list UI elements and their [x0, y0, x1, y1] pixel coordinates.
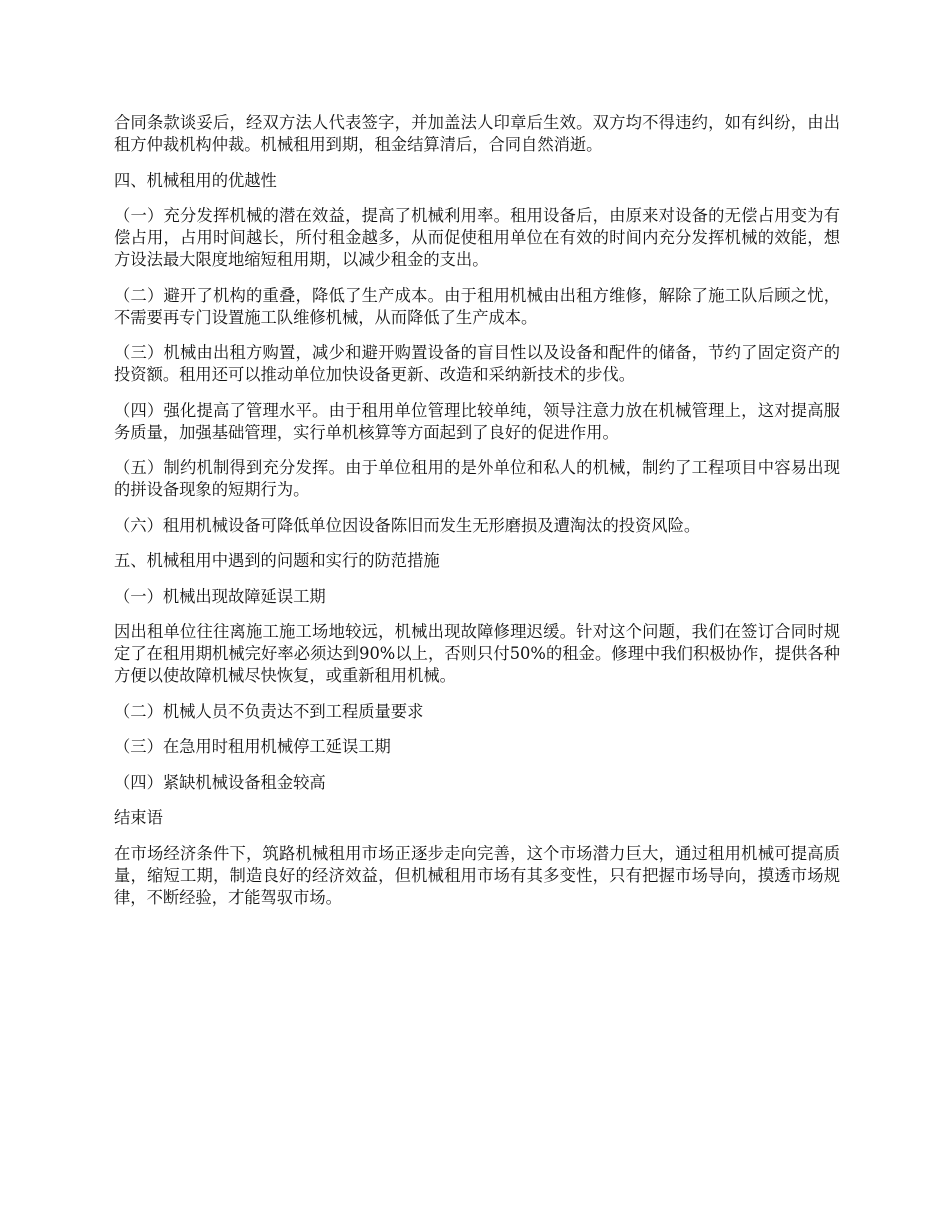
- subheading-problem-1: （一）机械出现故障延误工期: [114, 586, 326, 606]
- paragraph-problem-1-detail: 因出租单位往往离施工施工场地较远，机械出现故障修理迟缓。针对这个问题，我们在签订合同时规定了在租用期机械完好率必须达到90%以上，否则只付50%的租金。修理中我们积极协作，提供各种方便以使故障机械尽快恢复，或重新租用机械。: [114, 622, 840, 685]
- paragraph-conclusion: 在市场经济条件下，筑路机械租用市场正逐步走向完善，这个市场潜力巨大，通过租用机械可提高质量，缩短工期，制造良好的经济效益，但机械租用市场有其多变性，只有把握市场导向，摸透市场规律，不断经验，才能驾驭市场。: [114, 843, 840, 907]
- subheading-problem-3: （三）在急用时租用机械停工延误工期: [114, 737, 391, 756]
- heading-problems-measures: 五、机械租用中遇到的问题和实行的防范措施: [114, 551, 440, 570]
- subheading-problem-4: （四）紧缺机械设备租金较高: [114, 772, 326, 792]
- subheading-problem-2: （二）机械人员不负责达不到工程质量要求: [114, 701, 424, 721]
- heading-conclusion: 结束语: [114, 808, 163, 827]
- paragraph-advantage-3: （三）机械由出租方购置，减少和避开购置设备的盲目性以及设备和配件的储备，节约了固定资产的投资额。租用还可以推动单位加快设备更新、改造和采纳新技术的步伐。: [114, 343, 840, 384]
- paragraph-advantage-2: （二）避开了机构的重叠，降低了生产成本。由于租用机械由出租方维修，解除了施工队后顾之忧，不需要再专门设置施工队维修机械，从而降低了生产成本。: [114, 285, 840, 327]
- paragraph-advantage-5: （五）制约机制得到充分发挥。由于单位租用的是外单位和私人的机械，制约了工程项目中容易出现的拼设备现象的短期行为。: [114, 458, 840, 499]
- paragraph-advantage-1: （一）充分发挥机械的潜在效益，提高了机械利用率。租用设备后，由原来对设备的无偿占用变为有偿占用，占用时间越长，所付租金越多，从而促使租用单位在有效的时间内充分发挥机械的效能，想方设法最大限度地缩短租用期，以减少租金的支出。: [114, 206, 840, 269]
- paragraph-advantage-6: （六）租用机械设备可降低单位因设备陈旧而发生无形磨损及遭淘汰的投资风险。: [114, 515, 701, 535]
- document-body: [114, 112, 840, 922]
- heading-advantages: 四、机械租用的优越性: [114, 170, 277, 190]
- paragraph-contract-effect: 合同条款谈妥后，经双方法人代表签字，并加盖法人印章后生效。双方均不得违约，如有纠纷，由出租方仲裁机构仲裁。机械租用到期，租金结算清后，合同自然消逝。: [114, 113, 840, 154]
- paragraph-advantage-4: （四）强化提高了管理水平。由于租用单位管理比较单纯，领导注意力放在机械管理上，这对提高服务质量，加强基础管理，实行单机核算等方面起到了良好的促进作用。: [114, 400, 840, 442]
